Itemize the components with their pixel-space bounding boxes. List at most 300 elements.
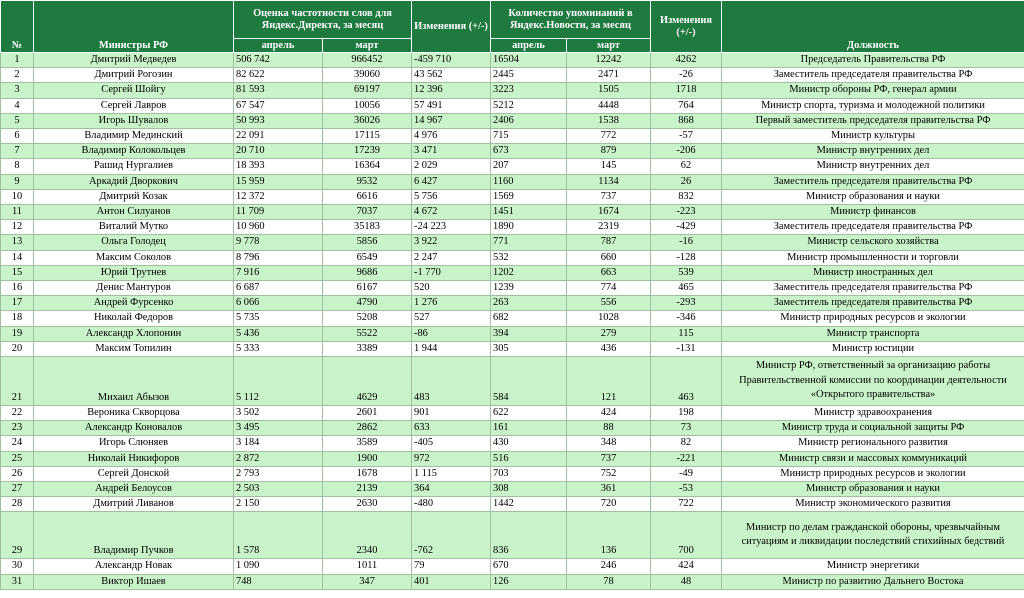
direct-april-value: 10 960 [234,220,323,235]
news-march-value: 1505 [567,83,651,98]
direct-april-value: 748 [234,574,323,589]
news-april-value: 622 [491,406,567,421]
news-april-value: 670 [491,559,567,574]
news-change-value: -346 [651,311,722,326]
minister-name: Денис Мантуров [34,281,234,296]
news-march-value: 720 [567,497,651,512]
direct-change-value: -1 770 [412,265,491,280]
direct-change-value: -405 [412,436,491,451]
news-change-value: 463 [651,357,722,406]
table-row [1,482,1024,497]
direct-march-value: 36026 [323,113,412,128]
table-row [1,574,1024,589]
news-change-value: -53 [651,482,722,497]
direct-change-value: 2 247 [412,250,491,265]
header-direct-april: апрель [234,39,323,53]
news-april-value: 5212 [491,98,567,113]
direct-march-value: 17115 [323,129,412,144]
direct-change-value: 483 [412,357,491,406]
table-row [1,406,1024,421]
news-change-value: -26 [651,68,722,83]
news-april-value: 715 [491,129,567,144]
direct-april-value: 9 778 [234,235,323,250]
position-title: Министр энергетики [722,559,1024,574]
minister-name: Александр Новак [34,559,234,574]
news-change-value: -293 [651,296,722,311]
news-april-value: 3223 [491,83,567,98]
direct-april-value: 6 066 [234,296,323,311]
minister-name: Дмитрий Козак [34,189,234,204]
news-change-value: 198 [651,406,722,421]
direct-april-value: 7 916 [234,265,323,280]
direct-march-value: 5522 [323,326,412,341]
direct-march-value: 1678 [323,466,412,481]
direct-april-value: 1 578 [234,512,323,559]
direct-march-value: 4790 [323,296,412,311]
direct-change-value: -480 [412,497,491,512]
news-april-value: 16504 [491,53,567,68]
direct-april-value: 5 735 [234,311,323,326]
minister-name: Дмитрий Медведев [34,53,234,68]
row-number: 1 [1,53,34,68]
direct-march-value: 6549 [323,250,412,265]
news-change-value: 424 [651,559,722,574]
news-change-value: 4262 [651,53,722,68]
news-april-value: 1202 [491,265,567,280]
position-title: Министр РФ, ответственный за организацию работы Правительственной комиссии по координации деятельности «Открытого правительства» [722,357,1024,406]
position-title: Министр культуры [722,129,1024,144]
table-row [1,436,1024,451]
minister-name: Александр Хлопонин [34,326,234,341]
row-number: 15 [1,265,34,280]
news-march-value: 772 [567,129,651,144]
table-row [1,466,1024,481]
position-title: Министр спорта, туризма и молодежной политики [722,98,1024,113]
news-march-value: 787 [567,235,651,250]
row-number: 4 [1,98,34,113]
news-march-value: 348 [567,436,651,451]
position-title: Заместитель председателя правительства РФ [722,281,1024,296]
news-change-value: -223 [651,205,722,220]
direct-march-value: 10056 [323,98,412,113]
news-change-value: -128 [651,250,722,265]
news-change-value: 722 [651,497,722,512]
minister-name: Владимир Пучков [34,512,234,559]
table-row [1,220,1024,235]
row-number: 5 [1,113,34,128]
direct-april-value: 2 503 [234,482,323,497]
direct-march-value: 6167 [323,281,412,296]
news-march-value: 136 [567,512,651,559]
header-change-news: Изменения (+/-) [651,1,722,53]
news-march-value: 737 [567,451,651,466]
direct-april-value: 81 593 [234,83,323,98]
direct-change-value: 5 756 [412,189,491,204]
news-march-value: 1674 [567,205,651,220]
row-number: 12 [1,220,34,235]
direct-march-value: 3589 [323,436,412,451]
direct-april-value: 3 502 [234,406,323,421]
row-number: 11 [1,205,34,220]
news-march-value: 88 [567,421,651,436]
position-title: Заместитель председателя правительства РФ [722,174,1024,189]
row-number: 23 [1,421,34,436]
direct-change-value: 14 967 [412,113,491,128]
news-change-value: 115 [651,326,722,341]
news-april-value: 1442 [491,497,567,512]
direct-change-value: 57 491 [412,98,491,113]
news-change-value: 62 [651,159,722,174]
direct-april-value: 2 872 [234,451,323,466]
row-number: 18 [1,311,34,326]
news-change-value: 48 [651,574,722,589]
direct-april-value: 50 993 [234,113,323,128]
table-row [1,311,1024,326]
direct-april-value: 3 495 [234,421,323,436]
direct-april-value: 5 333 [234,341,323,356]
direct-change-value: 364 [412,482,491,497]
direct-change-value: 4 976 [412,129,491,144]
direct-march-value: 6616 [323,189,412,204]
direct-change-value: 1 115 [412,466,491,481]
direct-change-value: 79 [412,559,491,574]
position-title: Первый заместитель председателя правительства РФ [722,113,1024,128]
direct-march-value: 39060 [323,68,412,83]
news-april-value: 1239 [491,281,567,296]
minister-name: Антон Силуанов [34,205,234,220]
news-april-value: 430 [491,436,567,451]
news-march-value: 145 [567,159,651,174]
direct-march-value: 5208 [323,311,412,326]
news-change-value: 1718 [651,83,722,98]
direct-change-value: -459 710 [412,53,491,68]
direct-march-value: 16364 [323,159,412,174]
direct-march-value: 17239 [323,144,412,159]
direct-march-value: 2862 [323,421,412,436]
news-april-value: 771 [491,235,567,250]
minister-name: Сергей Донской [34,466,234,481]
table-row [1,281,1024,296]
news-april-value: 836 [491,512,567,559]
direct-change-value: 2 029 [412,159,491,174]
direct-march-value: 2139 [323,482,412,497]
direct-april-value: 20 710 [234,144,323,159]
direct-march-value: 7037 [323,205,412,220]
position-title: Министр природных ресурсов и экологии [722,311,1024,326]
position-title: Министр финансов [722,205,1024,220]
news-march-value: 279 [567,326,651,341]
direct-april-value: 2 793 [234,466,323,481]
minister-name: Сергей Шойгу [34,83,234,98]
table-row [1,159,1024,174]
news-april-value: 703 [491,466,567,481]
direct-april-value: 12 372 [234,189,323,204]
direct-april-value: 15 959 [234,174,323,189]
news-march-value: 361 [567,482,651,497]
position-title: Министр юстиции [722,341,1024,356]
direct-change-value: 4 672 [412,205,491,220]
table-row [1,250,1024,265]
position-title: Министр транспорта [722,326,1024,341]
header-news-march: март [567,39,651,53]
row-number: 24 [1,436,34,451]
news-march-value: 663 [567,265,651,280]
direct-april-value: 82 622 [234,68,323,83]
position-title: Министр регионального развития [722,436,1024,451]
position-title: Министр здравоохранения [722,406,1024,421]
position-title: Заместитель председателя правительства РФ [722,220,1024,235]
header-position: Должность [722,1,1024,53]
news-march-value: 246 [567,559,651,574]
row-number: 9 [1,174,34,189]
direct-change-value: 401 [412,574,491,589]
direct-march-value: 2340 [323,512,412,559]
direct-march-value: 2601 [323,406,412,421]
table-row [1,421,1024,436]
table-row [1,451,1024,466]
table-row [1,83,1024,98]
news-april-value: 207 [491,159,567,174]
position-title: Заместитель председателя правительства РФ [722,296,1024,311]
direct-march-value: 1900 [323,451,412,466]
news-march-value: 4448 [567,98,651,113]
direct-april-value: 67 547 [234,98,323,113]
direct-march-value: 2630 [323,497,412,512]
news-april-value: 1160 [491,174,567,189]
direct-march-value: 966452 [323,53,412,68]
table-row [1,559,1024,574]
minister-name: Владимир Мединский [34,129,234,144]
news-change-value: 764 [651,98,722,113]
direct-april-value: 5 112 [234,357,323,406]
news-april-value: 2445 [491,68,567,83]
minister-name: Михаил Абызов [34,357,234,406]
direct-march-value: 3389 [323,341,412,356]
table-row [1,296,1024,311]
news-change-value: -16 [651,235,722,250]
news-march-value: 774 [567,281,651,296]
row-number: 30 [1,559,34,574]
minister-name: Рашид Нургалиев [34,159,234,174]
news-change-value: 700 [651,512,722,559]
table-row [1,144,1024,159]
direct-change-value: -86 [412,326,491,341]
news-change-value: -57 [651,129,722,144]
row-number: 8 [1,159,34,174]
row-number: 22 [1,406,34,421]
news-march-value: 556 [567,296,651,311]
row-number: 2 [1,68,34,83]
direct-march-value: 9532 [323,174,412,189]
position-title: Министр природных ресурсов и экологии [722,466,1024,481]
direct-change-value: 633 [412,421,491,436]
row-number: 14 [1,250,34,265]
news-march-value: 1028 [567,311,651,326]
row-number: 17 [1,296,34,311]
row-number: 16 [1,281,34,296]
minister-name: Александр Коновалов [34,421,234,436]
minister-name: Андрей Белоусов [34,482,234,497]
row-number: 31 [1,574,34,589]
news-march-value: 879 [567,144,651,159]
minister-name: Андрей Фурсенко [34,296,234,311]
header-change-direct: Изменения (+/-) [412,1,491,53]
direct-change-value: 1 276 [412,296,491,311]
direct-change-value: 3 471 [412,144,491,159]
minister-name: Максим Соколов [34,250,234,265]
table-row [1,497,1024,512]
news-april-value: 1451 [491,205,567,220]
news-march-value: 2471 [567,68,651,83]
table-row [1,235,1024,250]
minister-name: Николай Никифоров [34,451,234,466]
news-march-value: 121 [567,357,651,406]
direct-change-value: 972 [412,451,491,466]
news-april-value: 682 [491,311,567,326]
table-row [1,174,1024,189]
row-number: 29 [1,512,34,559]
direct-march-value: 347 [323,574,412,589]
row-number: 10 [1,189,34,204]
table-row [1,357,1024,406]
position-title: Председатель Правительства РФ [722,53,1024,68]
direct-change-value: 12 396 [412,83,491,98]
position-title: Министр образования и науки [722,189,1024,204]
position-title: Министр труда и социальной защиты РФ [722,421,1024,436]
minister-name: Игорь Слюняев [34,436,234,451]
table-row [1,265,1024,280]
minister-name: Юрий Трутнев [34,265,234,280]
header-number: № [1,1,34,53]
news-change-value: 868 [651,113,722,128]
news-april-value: 1890 [491,220,567,235]
row-number: 13 [1,235,34,250]
direct-april-value: 1 090 [234,559,323,574]
news-april-value: 394 [491,326,567,341]
header-yandex-news: Количество упоминаний в Яндекс.Новости, за месяц [491,1,651,39]
news-change-value: 82 [651,436,722,451]
direct-march-value: 9686 [323,265,412,280]
header-yandex-direct: Оценка частотности слов для Яндекс.Директа, за месяц [234,1,412,39]
table-row [1,205,1024,220]
direct-march-value: 35183 [323,220,412,235]
position-title: Министр экономического развития [722,497,1024,512]
news-april-value: 126 [491,574,567,589]
table-row [1,326,1024,341]
minister-name: Сергей Лавров [34,98,234,113]
row-number: 6 [1,129,34,144]
direct-april-value: 506 742 [234,53,323,68]
minister-name: Николай Федоров [34,311,234,326]
row-number: 27 [1,482,34,497]
row-number: 7 [1,144,34,159]
header-ministers: Министры РФ [34,1,234,53]
minister-name: Виталий Мутко [34,220,234,235]
news-march-value: 78 [567,574,651,589]
table-row [1,341,1024,356]
news-april-value: 2406 [491,113,567,128]
row-number: 21 [1,357,34,406]
position-title: Министр связи и массовых коммуникаций [722,451,1024,466]
table-row [1,68,1024,83]
news-march-value: 660 [567,250,651,265]
direct-change-value: 901 [412,406,491,421]
position-title: Министр обороны РФ, генерал армии [722,83,1024,98]
news-april-value: 305 [491,341,567,356]
table-row [1,113,1024,128]
row-number: 25 [1,451,34,466]
news-march-value: 1134 [567,174,651,189]
news-april-value: 532 [491,250,567,265]
position-title: Министр сельского хозяйства [722,235,1024,250]
row-number: 26 [1,466,34,481]
direct-march-value: 1011 [323,559,412,574]
minister-name: Ольга Голодец [34,235,234,250]
news-april-value: 263 [491,296,567,311]
direct-change-value: 1 944 [412,341,491,356]
news-april-value: 1569 [491,189,567,204]
news-change-value: -131 [651,341,722,356]
news-april-value: 161 [491,421,567,436]
news-change-value: 539 [651,265,722,280]
news-change-value: -206 [651,144,722,159]
news-change-value: 73 [651,421,722,436]
direct-change-value: 527 [412,311,491,326]
direct-change-value: -762 [412,512,491,559]
position-title: Министр иностранных дел [722,265,1024,280]
news-march-value: 424 [567,406,651,421]
news-change-value: -49 [651,466,722,481]
minister-name: Дмитрий Ливанов [34,497,234,512]
position-title: Министр промышленности и торговли [722,250,1024,265]
direct-april-value: 6 687 [234,281,323,296]
table-row [1,98,1024,113]
minister-name: Игорь Шувалов [34,113,234,128]
table-row [1,189,1024,204]
direct-april-value: 11 709 [234,205,323,220]
row-number: 28 [1,497,34,512]
news-march-value: 752 [567,466,651,481]
direct-march-value: 69197 [323,83,412,98]
header-news-april: апрель [491,39,567,53]
news-april-value: 584 [491,357,567,406]
news-april-value: 516 [491,451,567,466]
direct-change-value: 3 922 [412,235,491,250]
news-change-value: 832 [651,189,722,204]
direct-change-value: 520 [412,281,491,296]
news-change-value: 465 [651,281,722,296]
position-title: Министр внутренних дел [722,144,1024,159]
table-row [1,129,1024,144]
direct-april-value: 22 091 [234,129,323,144]
position-title: Министр образования и науки [722,482,1024,497]
position-title: Министр по делам гражданской обороны, чрезвычайным ситуациям и ликвидации последствий стихийных бедствий [722,512,1024,559]
news-march-value: 737 [567,189,651,204]
table-body [1,53,1024,590]
direct-april-value: 8 796 [234,250,323,265]
minister-name: Виктор Ишаев [34,574,234,589]
direct-april-value: 2 150 [234,497,323,512]
direct-change-value: -24 223 [412,220,491,235]
row-number: 19 [1,326,34,341]
header-direct-march: март [323,39,412,53]
news-change-value: -429 [651,220,722,235]
direct-april-value: 5 436 [234,326,323,341]
minister-name: Максим Топилин [34,341,234,356]
news-march-value: 1538 [567,113,651,128]
position-title: Министр внутренних дел [722,159,1024,174]
position-title: Заместитель председателя правительства РФ [722,68,1024,83]
